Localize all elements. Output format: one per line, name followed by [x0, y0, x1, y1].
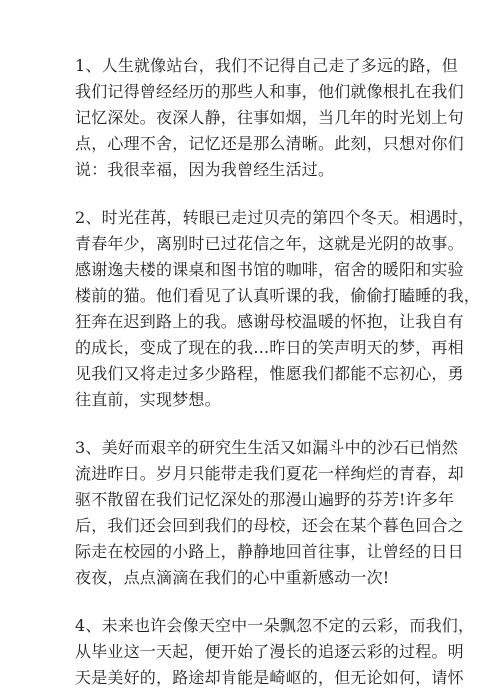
text-line: 流进昨日。岁月只能带走我们夏花一样绚烂的青春，却	[75, 464, 464, 483]
text-line: 狂奔在迟到路上的我。感谢母校温暖的怀抱，让我自有	[75, 312, 464, 331]
text-line: 从毕业这一天起，便开始了漫长的追逐云彩的过程。明	[75, 642, 464, 661]
text-line: 夜夜，点点滴滴在我们的心中重新感动一次!	[75, 568, 390, 587]
text-line: 天是美好的，路途却肯能是崎岖的，但无论如何，请怀	[75, 668, 464, 687]
text-line: 3、美好而艰辛的研究生生活又如漏斗中的沙石已悄然	[75, 438, 458, 457]
text-line: 1、人生就像站台，我们不记得自己走了多远的路，但	[75, 56, 458, 75]
text-line: 点，心理不舍，记忆还是那么清晰。此刻，只想对你们	[75, 134, 464, 153]
text-line: 的成长，变成了现在的我…昨日的笑声明天的梦，再相	[75, 338, 464, 357]
text-line: 4、未来也许会像天空中一朵飘忽不定的云彩，而我们，	[75, 616, 475, 635]
document-body	[75, 53, 481, 691]
text-line: 说：我很幸福，因为我曾经生活过。	[75, 160, 335, 179]
text-line: 见我们又将走过多少路程，惟愿我们都能不忘初心，勇	[75, 364, 464, 383]
text-line: 际走在校园的小路上，静静地回首往事，让曾经的日日	[75, 542, 464, 561]
text-line: 青春年少，离别时已过花信之年，这就是光阴的故事。	[75, 234, 464, 253]
paragraph-3	[75, 435, 464, 591]
paragraph-1	[75, 53, 464, 183]
paragraph-4	[75, 613, 475, 691]
paragraph-2	[75, 205, 481, 413]
text-line: 楼前的猫。他们看见了认真听课的我，偷偷打瞌睡的我，	[75, 286, 481, 305]
text-line: 往直前，实现梦想。	[75, 390, 221, 409]
text-line: 驱不散留在我们记忆深处的那漫山遍野的芬芳!许多年	[75, 490, 455, 509]
text-line: 2、时光荏苒，转眼已走过贝壳的第四个冬天。相遇时，	[75, 208, 475, 227]
text-line: 后，我们还会回到我们的母校，还会在某个暮色回合之	[75, 516, 464, 535]
text-line: 记忆深处。夜深人静，往事如烟，当几年的时光划上句	[75, 108, 464, 127]
text-line: 我们记得曾经经历的那些人和事，他们就像根扎在我们	[75, 82, 464, 101]
text-line: 感谢逸夫楼的课桌和图书馆的咖啡，宿舍的暖阳和实验	[75, 260, 464, 279]
